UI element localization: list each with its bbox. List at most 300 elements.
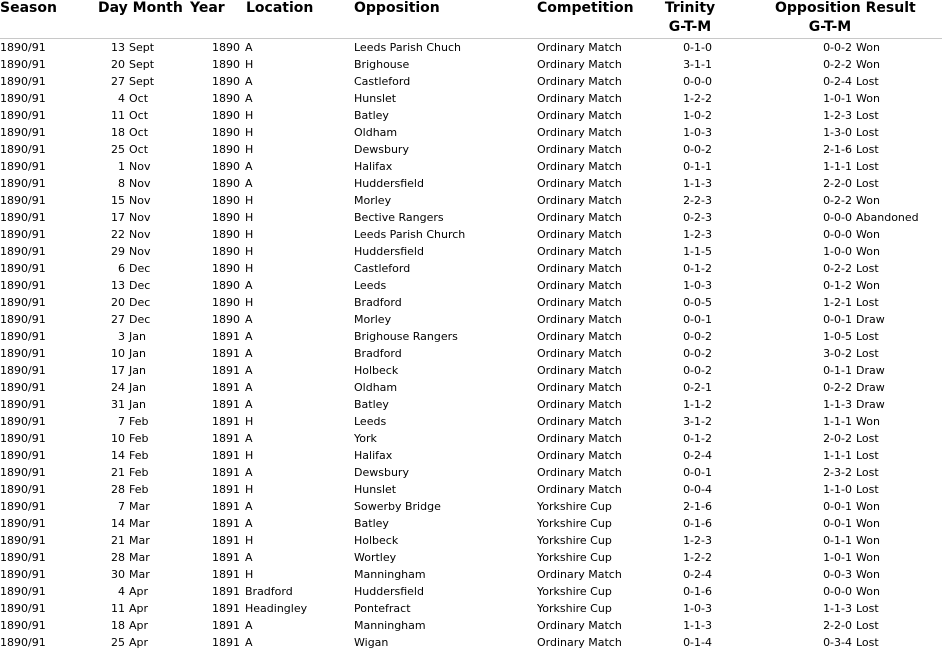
cell-location: A xyxy=(245,398,253,411)
header-trinity: Trinity xyxy=(664,0,716,16)
cell-trinity: 1-1-3 xyxy=(683,177,712,190)
cell-result: Won xyxy=(856,194,880,207)
cell-year: 1891 xyxy=(212,381,240,394)
cell-season: 1890/91 xyxy=(0,58,46,71)
cell-month: Feb xyxy=(129,483,149,496)
cell-month: Sept xyxy=(129,58,155,71)
cell-day: 28 xyxy=(111,551,125,564)
table-row xyxy=(0,226,942,243)
cell-day: 18 xyxy=(111,126,125,139)
cell-result: Won xyxy=(856,517,880,530)
cell-month: Apr xyxy=(129,636,149,649)
cell-trinity: 0-1-6 xyxy=(683,517,712,530)
cell-trinity: 3-1-2 xyxy=(683,415,712,428)
cell-opposition: Castleford xyxy=(354,75,411,88)
cell-season: 1890/91 xyxy=(0,517,46,530)
cell-location: H xyxy=(245,58,254,71)
cell-trinity: 0-1-4 xyxy=(683,636,712,649)
cell-opp-score: 2-1-6 xyxy=(823,143,852,156)
cell-year: 1891 xyxy=(212,585,240,598)
cell-month: Jan xyxy=(129,364,146,377)
cell-trinity: 1-1-3 xyxy=(683,619,712,632)
cell-trinity: 0-0-2 xyxy=(683,330,712,343)
cell-result: Lost xyxy=(856,143,879,156)
cell-opp-score: 1-1-1 xyxy=(823,415,852,428)
table-row xyxy=(0,634,942,651)
cell-opposition: Holbeck xyxy=(354,364,399,377)
cell-day: 4 xyxy=(118,92,125,105)
cell-location: H xyxy=(245,568,254,581)
cell-day: 20 xyxy=(111,58,125,71)
cell-month: Mar xyxy=(129,551,150,564)
cell-season: 1890/91 xyxy=(0,483,46,496)
cell-location: A xyxy=(245,500,253,513)
cell-season: 1890/91 xyxy=(0,500,46,513)
cell-season: 1890/91 xyxy=(0,296,46,309)
table-row xyxy=(0,243,942,260)
cell-competition: Ordinary Match xyxy=(537,432,622,445)
cell-competition: Ordinary Match xyxy=(537,466,622,479)
cell-opposition: Leeds Parish Church xyxy=(354,228,466,241)
cell-competition: Ordinary Match xyxy=(537,41,622,54)
cell-opposition: Hunslet xyxy=(354,92,397,105)
cell-month: Nov xyxy=(129,228,151,241)
header-day-month: Day Month xyxy=(98,0,183,16)
cell-opp-score: 1-2-3 xyxy=(823,109,852,122)
cell-year: 1890 xyxy=(212,109,240,122)
cell-opposition: Castleford xyxy=(354,262,411,275)
cell-season: 1890/91 xyxy=(0,262,46,275)
cell-trinity: 0-1-0 xyxy=(683,41,712,54)
cell-month: Mar xyxy=(129,517,150,530)
cell-day: 21 xyxy=(111,534,125,547)
cell-competition: Ordinary Match xyxy=(537,415,622,428)
table-row xyxy=(0,447,942,464)
cell-trinity: 0-0-4 xyxy=(683,483,712,496)
cell-location: A xyxy=(245,432,253,445)
cell-year: 1890 xyxy=(212,279,240,292)
cell-opp-score: 0-2-2 xyxy=(823,194,852,207)
cell-month: Mar xyxy=(129,500,150,513)
cell-result: Abandoned xyxy=(856,211,919,224)
cell-month: Sept xyxy=(129,75,155,88)
cell-year: 1891 xyxy=(212,415,240,428)
cell-month: Nov xyxy=(129,194,151,207)
table-row xyxy=(0,328,942,345)
table-row xyxy=(0,73,942,90)
cell-day: 27 xyxy=(111,75,125,88)
cell-opp-score: 0-1-2 xyxy=(823,279,852,292)
cell-trinity: 0-0-1 xyxy=(683,466,712,479)
cell-year: 1890 xyxy=(212,211,240,224)
cell-location: H xyxy=(245,415,254,428)
cell-opp-score: 3-0-2 xyxy=(823,347,852,360)
cell-day: 18 xyxy=(111,619,125,632)
cell-trinity: 0-2-3 xyxy=(683,211,712,224)
cell-season: 1890/91 xyxy=(0,432,46,445)
cell-location: Bradford xyxy=(245,585,293,598)
cell-trinity: 0-0-0 xyxy=(683,75,712,88)
cell-year: 1891 xyxy=(212,347,240,360)
cell-opposition: Leeds Parish Chuch xyxy=(354,41,461,54)
cell-season: 1890/91 xyxy=(0,160,46,173)
cell-season: 1890/91 xyxy=(0,381,46,394)
cell-result: Lost xyxy=(856,75,879,88)
cell-location: A xyxy=(245,364,253,377)
cell-competition: Ordinary Match xyxy=(537,262,622,275)
cell-opp-score: 1-1-0 xyxy=(823,483,852,496)
cell-result: Lost xyxy=(856,330,879,343)
cell-opp-score: 0-0-1 xyxy=(823,500,852,513)
cell-trinity: 0-2-4 xyxy=(683,449,712,462)
cell-opposition: Batley xyxy=(354,398,389,411)
cell-location: H xyxy=(245,126,254,139)
cell-day: 11 xyxy=(111,602,125,615)
table-row xyxy=(0,209,942,226)
cell-season: 1890/91 xyxy=(0,245,46,258)
cell-season: 1890/91 xyxy=(0,313,46,326)
table-row xyxy=(0,345,942,362)
cell-location: A xyxy=(245,330,253,343)
cell-competition: Ordinary Match xyxy=(537,58,622,71)
cell-location: A xyxy=(245,313,253,326)
cell-day: 13 xyxy=(111,41,125,54)
cell-year: 1890 xyxy=(212,262,240,275)
cell-result: Lost xyxy=(856,160,879,173)
cell-year: 1891 xyxy=(212,483,240,496)
table-row xyxy=(0,192,942,209)
cell-day: 10 xyxy=(111,347,125,360)
cell-result: Won xyxy=(856,568,880,581)
cell-competition: Ordinary Match xyxy=(537,126,622,139)
cell-season: 1890/91 xyxy=(0,92,46,105)
cell-month: Oct xyxy=(129,143,149,156)
cell-season: 1890/91 xyxy=(0,466,46,479)
table-row xyxy=(0,583,942,600)
cell-month: Nov xyxy=(129,245,151,258)
cell-opposition: Leeds xyxy=(354,415,387,428)
cell-year: 1891 xyxy=(212,568,240,581)
cell-trinity: 0-1-2 xyxy=(683,432,712,445)
cell-season: 1890/91 xyxy=(0,602,46,615)
cell-season: 1890/91 xyxy=(0,41,46,54)
cell-opposition: Bradford xyxy=(354,347,402,360)
cell-year: 1890 xyxy=(212,160,240,173)
cell-opposition: Oldham xyxy=(354,381,398,394)
table-row xyxy=(0,600,942,617)
header-opposition-result: Opposition Result xyxy=(775,0,916,16)
cell-month: Mar xyxy=(129,568,150,581)
cell-location: A xyxy=(245,279,253,292)
cell-day: 17 xyxy=(111,364,125,377)
cell-year: 1891 xyxy=(212,330,240,343)
cell-season: 1890/91 xyxy=(0,534,46,547)
cell-opposition: Halifax xyxy=(354,160,393,173)
cell-month: Oct xyxy=(129,109,149,122)
cell-opposition: Halifax xyxy=(354,449,393,462)
cell-opp-score: 2-0-2 xyxy=(823,432,852,445)
table-row xyxy=(0,549,942,566)
cell-location: A xyxy=(245,347,253,360)
cell-opp-score: 0-0-3 xyxy=(823,568,852,581)
cell-month: Sept xyxy=(129,41,155,54)
table-row xyxy=(0,498,942,515)
cell-result: Lost xyxy=(856,432,879,445)
cell-competition: Ordinary Match xyxy=(537,194,622,207)
cell-season: 1890/91 xyxy=(0,228,46,241)
cell-competition: Yorkshire Cup xyxy=(537,602,612,615)
cell-year: 1891 xyxy=(212,602,240,615)
cell-competition: Ordinary Match xyxy=(537,228,622,241)
cell-opposition: Oldham xyxy=(354,126,398,139)
cell-opposition: Leeds xyxy=(354,279,387,292)
cell-year: 1891 xyxy=(212,619,240,632)
cell-season: 1890/91 xyxy=(0,177,46,190)
cell-location: H xyxy=(245,534,254,547)
cell-opposition: Batley xyxy=(354,109,389,122)
cell-day: 10 xyxy=(111,432,125,445)
cell-month: Jan xyxy=(129,381,146,394)
cell-year: 1891 xyxy=(212,517,240,530)
cell-month: Feb xyxy=(129,432,149,445)
cell-result: Won xyxy=(856,534,880,547)
table-row xyxy=(0,396,942,413)
cell-opposition: Manningham xyxy=(354,619,426,632)
cell-season: 1890/91 xyxy=(0,126,46,139)
header-opposition-sub: G-T-M xyxy=(808,19,852,35)
cell-opp-score: 0-0-0 xyxy=(823,228,852,241)
cell-competition: Yorkshire Cup xyxy=(537,551,612,564)
cell-location: A xyxy=(245,92,253,105)
cell-opposition: Wortley xyxy=(354,551,397,564)
cell-year: 1891 xyxy=(212,500,240,513)
header-season: Season xyxy=(0,0,57,16)
table-row xyxy=(0,566,942,583)
cell-trinity: 1-0-3 xyxy=(683,126,712,139)
cell-opp-score: 1-0-0 xyxy=(823,245,852,258)
cell-day: 8 xyxy=(118,177,125,190)
cell-season: 1890/91 xyxy=(0,347,46,360)
cell-month: Nov xyxy=(129,177,151,190)
cell-result: Lost xyxy=(856,262,879,275)
cell-opp-score: 0-3-4 xyxy=(823,636,852,649)
cell-day: 7 xyxy=(118,415,125,428)
cell-month: Oct xyxy=(129,92,149,105)
cell-year: 1891 xyxy=(212,432,240,445)
cell-opp-score: 1-0-1 xyxy=(823,551,852,564)
cell-competition: Ordinary Match xyxy=(537,75,622,88)
cell-competition: Yorkshire Cup xyxy=(537,517,612,530)
cell-opposition: Holbeck xyxy=(354,534,399,547)
cell-trinity: 1-2-2 xyxy=(683,551,712,564)
cell-result: Won xyxy=(856,415,880,428)
cell-result: Lost xyxy=(856,347,879,360)
cell-month: Dec xyxy=(129,262,151,275)
cell-opposition: Manningham xyxy=(354,568,426,581)
cell-result: Won xyxy=(856,92,880,105)
table-row xyxy=(0,277,942,294)
header-location: Location xyxy=(246,0,314,16)
cell-year: 1890 xyxy=(212,228,240,241)
cell-opposition: Morley xyxy=(354,313,392,326)
cell-year: 1891 xyxy=(212,636,240,649)
cell-result: Lost xyxy=(856,619,879,632)
table-row xyxy=(0,617,942,634)
cell-opposition: Batley xyxy=(354,517,389,530)
cell-trinity: 0-1-6 xyxy=(683,585,712,598)
cell-opp-score: 1-0-5 xyxy=(823,330,852,343)
cell-location: A xyxy=(245,551,253,564)
cell-location: H xyxy=(245,483,254,496)
cell-opp-score: 1-1-3 xyxy=(823,398,852,411)
cell-opposition: Sowerby Bridge xyxy=(354,500,441,513)
table-row xyxy=(0,175,942,192)
cell-result: Won xyxy=(856,500,880,513)
cell-trinity: 1-1-2 xyxy=(683,398,712,411)
table-row xyxy=(0,56,942,73)
cell-opposition: Brighouse xyxy=(354,58,410,71)
cell-year: 1890 xyxy=(212,245,240,258)
cell-day: 20 xyxy=(111,296,125,309)
cell-result: Won xyxy=(856,228,880,241)
cell-trinity: 2-1-6 xyxy=(683,500,712,513)
cell-month: Apr xyxy=(129,585,149,598)
table-row xyxy=(0,515,942,532)
cell-month: Nov xyxy=(129,160,151,173)
cell-location: A xyxy=(245,177,253,190)
cell-result: Draw xyxy=(856,313,885,326)
cell-result: Lost xyxy=(856,466,879,479)
cell-trinity: 0-0-1 xyxy=(683,313,712,326)
cell-result: Won xyxy=(856,58,880,71)
table-row xyxy=(0,260,942,277)
cell-result: Lost xyxy=(856,483,879,496)
cell-season: 1890/91 xyxy=(0,415,46,428)
table-row xyxy=(0,141,942,158)
cell-competition: Ordinary Match xyxy=(537,279,622,292)
cell-trinity: 1-2-3 xyxy=(683,534,712,547)
cell-location: H xyxy=(245,449,254,462)
table-row xyxy=(0,532,942,549)
cell-opposition: Huddersfield xyxy=(354,585,424,598)
cell-day: 14 xyxy=(111,449,125,462)
cell-day: 17 xyxy=(111,211,125,224)
cell-opp-score: 0-0-2 xyxy=(823,41,852,54)
cell-trinity: 0-2-4 xyxy=(683,568,712,581)
cell-year: 1891 xyxy=(212,551,240,564)
cell-trinity: 3-1-1 xyxy=(683,58,712,71)
cell-year: 1890 xyxy=(212,41,240,54)
cell-trinity: 1-1-5 xyxy=(683,245,712,258)
table-row xyxy=(0,39,942,56)
cell-competition: Ordinary Match xyxy=(537,449,622,462)
cell-year: 1891 xyxy=(212,364,240,377)
cell-day: 1 xyxy=(118,160,125,173)
cell-trinity: 1-2-3 xyxy=(683,228,712,241)
cell-season: 1890/91 xyxy=(0,364,46,377)
cell-opposition: Brighouse Rangers xyxy=(354,330,458,343)
cell-location: Headingley xyxy=(245,602,308,615)
cell-opposition: Pontefract xyxy=(354,602,411,615)
cell-trinity: 0-1-2 xyxy=(683,262,712,275)
cell-result: Lost xyxy=(856,126,879,139)
cell-season: 1890/91 xyxy=(0,551,46,564)
cell-season: 1890/91 xyxy=(0,398,46,411)
cell-competition: Ordinary Match xyxy=(537,160,622,173)
cell-year: 1890 xyxy=(212,177,240,190)
cell-month: Mar xyxy=(129,534,150,547)
cell-location: A xyxy=(245,517,253,530)
table-row xyxy=(0,107,942,124)
cell-year: 1891 xyxy=(212,449,240,462)
cell-season: 1890/91 xyxy=(0,449,46,462)
cell-opposition: Hunslet xyxy=(354,483,397,496)
cell-opposition: Bradford xyxy=(354,296,402,309)
cell-month: Nov xyxy=(129,211,151,224)
cell-opp-score: 0-0-0 xyxy=(823,585,852,598)
cell-result: Lost xyxy=(856,177,879,190)
cell-location: A xyxy=(245,381,253,394)
cell-day: 27 xyxy=(111,313,125,326)
cell-opp-score: 2-3-2 xyxy=(823,466,852,479)
cell-result: Won xyxy=(856,279,880,292)
cell-competition: Ordinary Match xyxy=(537,398,622,411)
table-row xyxy=(0,413,942,430)
cell-year: 1891 xyxy=(212,534,240,547)
cell-opposition: Dewsbury xyxy=(354,143,409,156)
cell-location: A xyxy=(245,636,253,649)
cell-competition: Ordinary Match xyxy=(537,364,622,377)
table-row xyxy=(0,430,942,447)
cell-year: 1890 xyxy=(212,313,240,326)
cell-trinity: 2-2-3 xyxy=(683,194,712,207)
cell-competition: Ordinary Match xyxy=(537,347,622,360)
cell-day: 29 xyxy=(111,245,125,258)
cell-competition: Ordinary Match xyxy=(537,636,622,649)
cell-season: 1890/91 xyxy=(0,211,46,224)
cell-day: 6 xyxy=(118,262,125,275)
table-row xyxy=(0,379,942,396)
cell-result: Draw xyxy=(856,398,885,411)
cell-day: 7 xyxy=(118,500,125,513)
cell-day: 4 xyxy=(118,585,125,598)
cell-opp-score: 1-1-1 xyxy=(823,449,852,462)
cell-day: 30 xyxy=(111,568,125,581)
table-row xyxy=(0,481,942,498)
cell-result: Lost xyxy=(856,296,879,309)
cell-season: 1890/91 xyxy=(0,636,46,649)
header-year: Year xyxy=(190,0,225,16)
cell-opp-score: 1-1-1 xyxy=(823,160,852,173)
cell-day: 24 xyxy=(111,381,125,394)
cell-competition: Yorkshire Cup xyxy=(537,534,612,547)
cell-location: H xyxy=(245,143,254,156)
cell-opp-score: 0-2-2 xyxy=(823,58,852,71)
cell-trinity: 0-0-2 xyxy=(683,347,712,360)
cell-location: A xyxy=(245,75,253,88)
cell-day: 25 xyxy=(111,636,125,649)
cell-opposition: Bective Rangers xyxy=(354,211,444,224)
cell-month: Apr xyxy=(129,602,149,615)
cell-day: 25 xyxy=(111,143,125,156)
cell-opposition: York xyxy=(354,432,377,445)
cell-competition: Ordinary Match xyxy=(537,381,622,394)
cell-opposition: Dewsbury xyxy=(354,466,409,479)
cell-opp-score: 1-0-1 xyxy=(823,92,852,105)
cell-day: 31 xyxy=(111,398,125,411)
header-competition: Competition xyxy=(537,0,634,16)
cell-year: 1890 xyxy=(212,92,240,105)
